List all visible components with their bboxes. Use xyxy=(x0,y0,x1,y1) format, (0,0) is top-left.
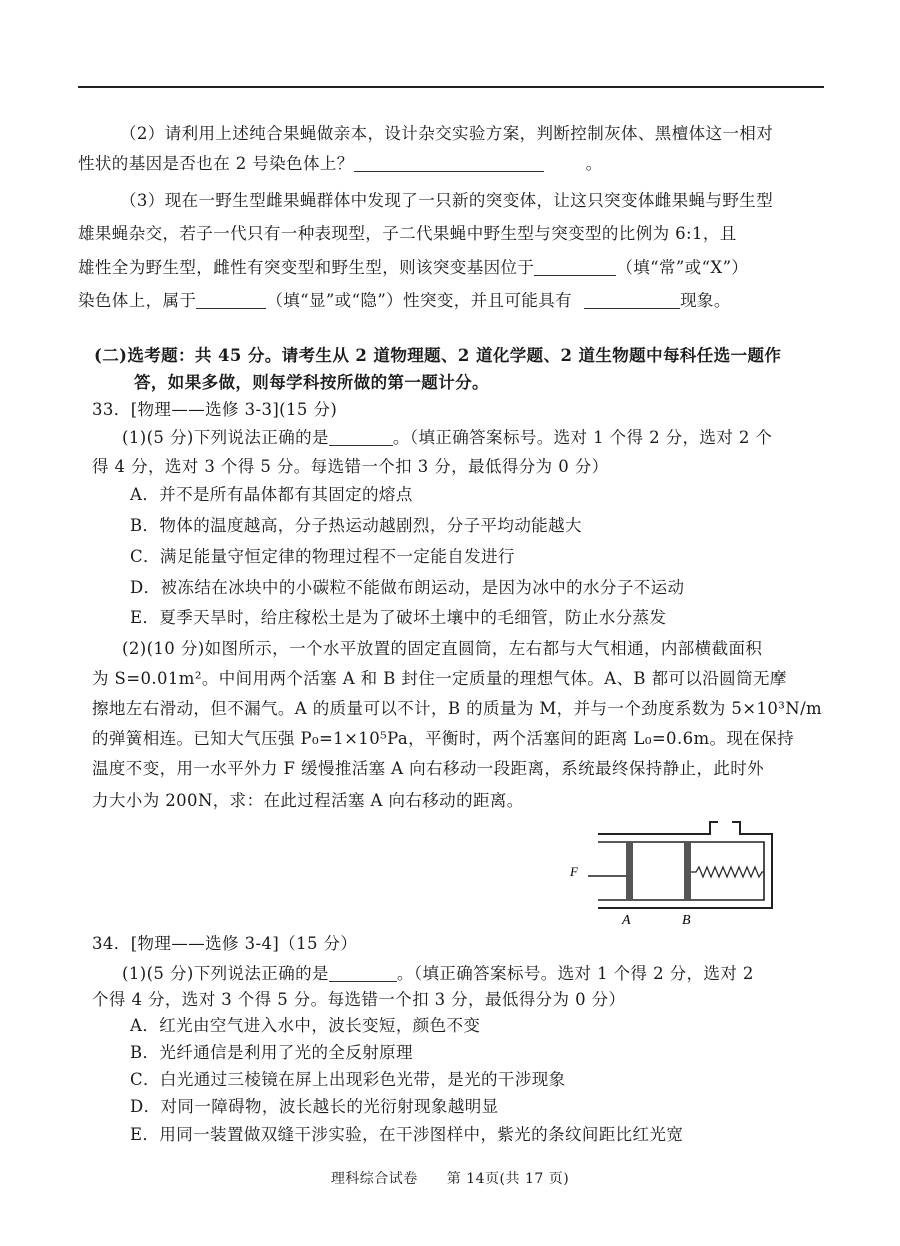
section2-line1: (二)选考题：共 45 分。请考生从 2 道物理题、2 道化学题、2 道生物题中每科任选一题作 xyxy=(94,346,782,365)
q34-p1-line2: 个得 4 分，选对 3 个得 5 分。每选错一个扣 3 分，最低得分为 0 分） xyxy=(92,990,626,1009)
q33-p2-line2: 为 S=0.01m²。中间用两个活塞 A 和 B 封住一定质量的理想气体。A、B 都可以沿圆筒无摩 xyxy=(92,669,787,688)
piston-a xyxy=(626,842,633,900)
q2-line2 xyxy=(78,153,603,175)
q33-p2-line3: 擦地左右滑动，但不漏气。A 的质量可以不计，B 的质量为 M，并与一个劲度系数为 5×10³N/m xyxy=(92,699,823,718)
q33-option-c: C．满足能量守恒定律的物理过程不一定能自发进行 xyxy=(130,547,515,566)
cylinder-top-wall-left xyxy=(598,822,718,834)
q33-p2-line4: 的弹簧相连。已知大气压强 P₀=1×10⁵Pa，平衡时，两个活塞间的距离 L₀=0.6m。现在保持 xyxy=(92,729,795,748)
q33-p2-line5: 温度不变，用一水平外力 F 缓慢推活塞 A 向右移动一段距离，系统最终保持静止，此时外 xyxy=(92,759,765,778)
q34-p1-blank[interactable] xyxy=(329,965,397,982)
q33-option-a: A．并不是所有晶体都有其固定的熔点 xyxy=(130,485,413,504)
q34-option-d: D．对同一障碍物，波长越长的光衍射现象越明显 xyxy=(130,1097,499,1116)
q3-line4-mid: （填“显”或“隐”）性突变，并且可能具有 xyxy=(266,291,573,310)
q33-option-b: B．物体的温度越高，分子热运动越剧烈，分子平均动能越大 xyxy=(130,516,582,535)
q34-p1-text: (1)(5 分)下列说法正确的是 xyxy=(122,964,329,983)
q33-p1-hint: 。（填正确答案标号。选对 1 个得 2 分，选对 2 个 xyxy=(392,428,773,447)
q33-p1-blank[interactable] xyxy=(329,429,393,446)
q3-blank-chromosome[interactable] xyxy=(534,259,616,276)
q34-title: 34．[物理——选修 3-4]（15 分） xyxy=(92,934,358,953)
label-a: A xyxy=(622,913,631,928)
q34-option-c: C．白光通过三棱镜在屏上出现彩色光带，是光的干涉现象 xyxy=(130,1070,566,1089)
q33-p2-line6: 力大小为 200N，求：在此过程活塞 A 向右移动的距离。 xyxy=(92,791,524,810)
q33-option-e: E．夏季天旱时，给庄稼松土是为了破坏土壤中的毛细管，防止水分蒸发 xyxy=(130,608,667,627)
label-f: F xyxy=(570,864,578,879)
footer-page-number: 第 14页(共 17 页) xyxy=(446,1171,570,1187)
q3-line3 xyxy=(78,257,748,279)
q2-line2-end: 。 xyxy=(585,154,603,173)
cylinder-inner-wall xyxy=(598,842,764,900)
piston-b xyxy=(684,842,691,900)
q3-line4-end: 现象。 xyxy=(680,291,731,310)
q33-option-d: D．被冻结在冰块中的小碳粒不能做布朗运动，是因为冰中的水分子不运动 xyxy=(130,578,685,597)
q3-blank-dominance[interactable] xyxy=(196,292,266,309)
section2-line2: 答，如果多做，则每学科按所做的第一题计分。 xyxy=(134,373,489,392)
spring xyxy=(691,867,764,877)
q3-line4 xyxy=(78,290,731,312)
q2-answer-blank[interactable] xyxy=(354,155,544,172)
q34-p1-hint: 。（填正确答案标号。选对 1 个得 2 分，选对 2 xyxy=(396,964,754,983)
cylinder-piston-figure xyxy=(564,818,784,930)
label-b: B xyxy=(682,913,691,928)
q2-line1: （2）请利用上述纯合果蝇做亲本，设计杂交实验方案，判断控制灰体、黑檀体这一相对 xyxy=(120,124,774,143)
q3-blank-phenomenon[interactable] xyxy=(584,292,680,309)
q34-p1-line1 xyxy=(122,963,754,985)
q33-p1-line2: 得 4 分，选对 3 个得 5 分。每选错一个扣 3 分，最低得分为 0 分） xyxy=(92,457,609,476)
q3-line3-hint: （填“常”或“X”） xyxy=(616,258,749,277)
q3-line1: （3）现在一野生型雌果蝇群体中发现了一只新的突变体，让这只突变体雌果蝇与野生型 xyxy=(120,191,774,210)
q3-line4-text: 染色体上，属于 xyxy=(78,291,197,310)
q33-title: 33．[物理——选修 3-3](15 分) xyxy=(92,400,338,419)
q34-option-a: A．红光由空气进入水中，波长变短，颜色不变 xyxy=(130,1016,481,1035)
q2-line2-text: 性状的基因是否也在 2 号染色体上？ xyxy=(78,154,354,173)
q34-option-e: E．用同一装置做双缝干涉实验，在干涉图样中，紫光的条纹间距比红光宽 xyxy=(130,1125,684,1144)
q3-line3-text: 雄性全为野生型，雌性有突变型和野生型，则该突变基因位于 xyxy=(78,258,535,277)
footer-subject: 理科综合试卷 xyxy=(330,1171,418,1187)
page-footer xyxy=(0,1168,900,1188)
q33-p2-line1: (2)(10 分)如图所示，一个水平放置的固定直圆筒，左右都与大气相通，内部横截面积 xyxy=(122,639,763,658)
q3-line2: 雄果蝇杂交，若子一代只有一种表现型，子二代果蝇中野生型与突变型的比例为 6:1，且 xyxy=(78,224,737,243)
q34-option-b: B．光纤通信是利用了光的全反射原理 xyxy=(130,1043,413,1062)
q33-p1-text: (1)(5 分)下列说法正确的是 xyxy=(122,428,329,447)
header-rule xyxy=(78,86,824,88)
q33-p1-line1 xyxy=(122,427,772,449)
